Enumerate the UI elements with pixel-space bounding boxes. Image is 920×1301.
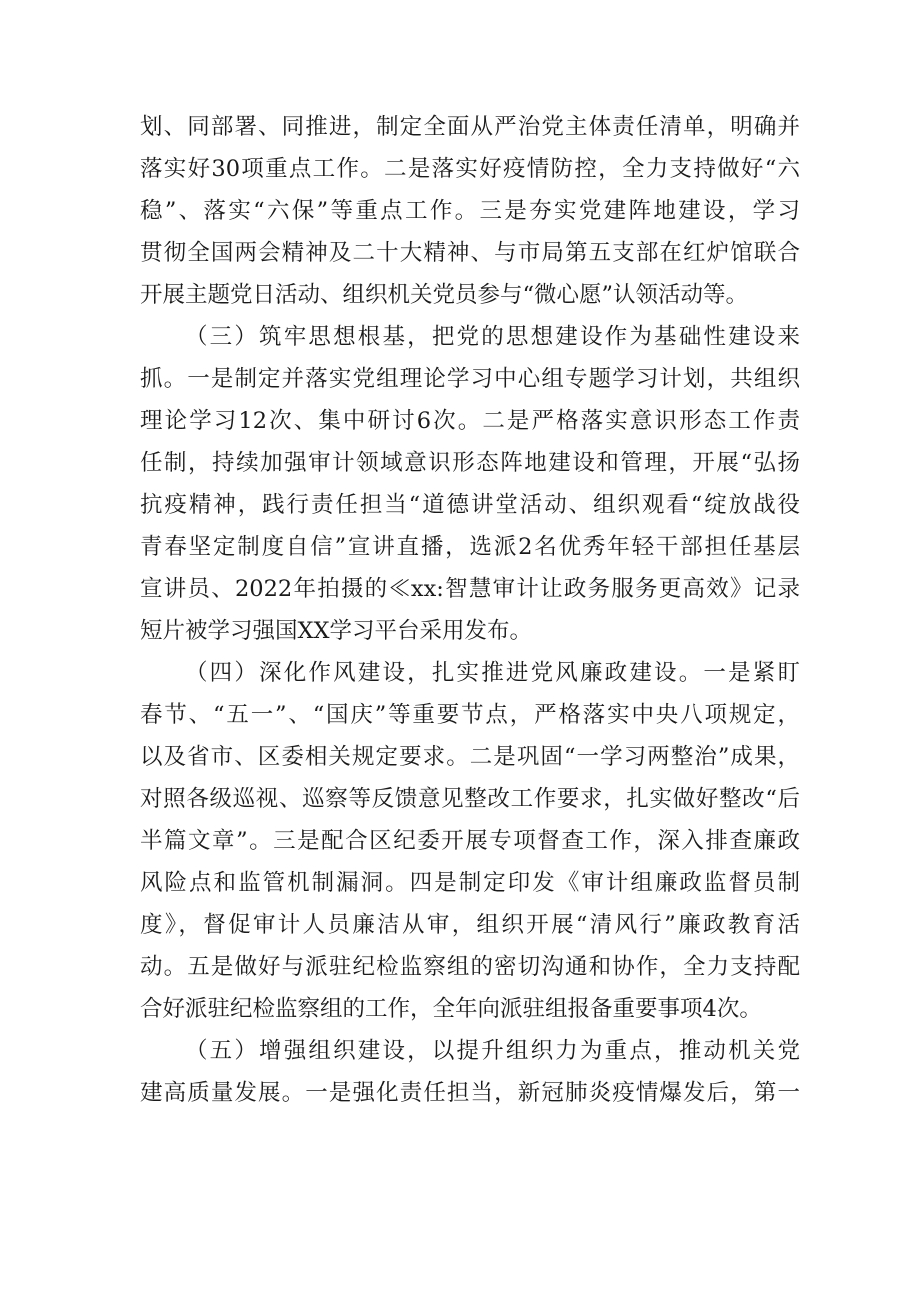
text-line: 任制，持续加强审计领域意识形态阵地建设和管理，开展“弘扬 (140, 450, 800, 476)
text-line: 半篇文章”。三是配合区纪委开展专项督查工作，深入排查廉政 (140, 828, 800, 854)
document-body (140, 106, 800, 1114)
text-line: 风险点和监管机制漏洞。四是制定印发《审计组廉政监督员制 (140, 870, 800, 896)
text-line: 合好派驻纪检监察组的工作，全年向派驻组报备重要事项4次。 (140, 996, 762, 1022)
text-line: 以及省市、区委相关规定要求。二是巩固“一学习两整治”成果， (140, 744, 800, 770)
text-line: 宣讲员、2022年拍摄的≪xx:智慧审计让政务服务更高效》记录 (140, 576, 800, 602)
text-line: 青春坚定制度自信”宣讲直播，选派2名优秀年轻干部担任基层 (140, 534, 800, 560)
text-line: 稳”、落实“六保”等重点工作。三是夯实党建阵地建设，学习 (140, 198, 800, 224)
text-line: 对照各级巡视、巡察等反馈意见整改工作要求，扎实做好整改“后 (140, 786, 800, 812)
text-line: 抓。一是制定并落实党组理论学习中心组专题学习计划，共组织 (140, 366, 800, 392)
section-heading-line: （四）深化作风建设，扎实推进党风廉政建设。一是紧盯 (185, 660, 800, 686)
section-heading-line: （五）增强组织建设，以提升组织力为重点，推动机关党 (185, 1038, 800, 1064)
text-line: 度》，督促审计人员廉洁从审，组织开展“清风行”廉政教育活 (140, 912, 800, 938)
text-line: 动。五是做好与派驻纪检监察组的密切沟通和协作，全力支持配 (140, 954, 800, 980)
section-heading-line: （三）筑牢思想根基，把党的思想建设作为基础性建设来 (185, 324, 800, 350)
text-line: 划、同部署、同推进，制定全面从严治党主体责任清单，明确并 (140, 114, 800, 140)
text-line: 春节、“五一”、“国庆”等重要节点，严格落实中央八项规定， (140, 702, 800, 728)
text-line: 贯彻全国两会精神及二十大精神、与市局第五支部在红炉馆联合 (140, 240, 800, 266)
text-line: 理论学习12次、集中研讨6次。二是严格落实意识形态工作责 (140, 408, 800, 434)
text-line: 抗疫精神，践行责任担当“道德讲堂活动、组织观看“绽放战役 (140, 492, 800, 518)
text-line: 建高质量发展。一是强化责任担当，新冠肺炎疫情爆发后，第一 (140, 1080, 800, 1106)
text-line: 短片被学习强国XX学习平台采用发布。 (140, 618, 533, 644)
text-line: 开展主题党日活动、组织机关党员参与“微心愿”认领活动等。 (140, 282, 749, 308)
text-line: 落实好30项重点工作。二是落实好疫情防控，全力支持做好“六 (140, 156, 800, 182)
